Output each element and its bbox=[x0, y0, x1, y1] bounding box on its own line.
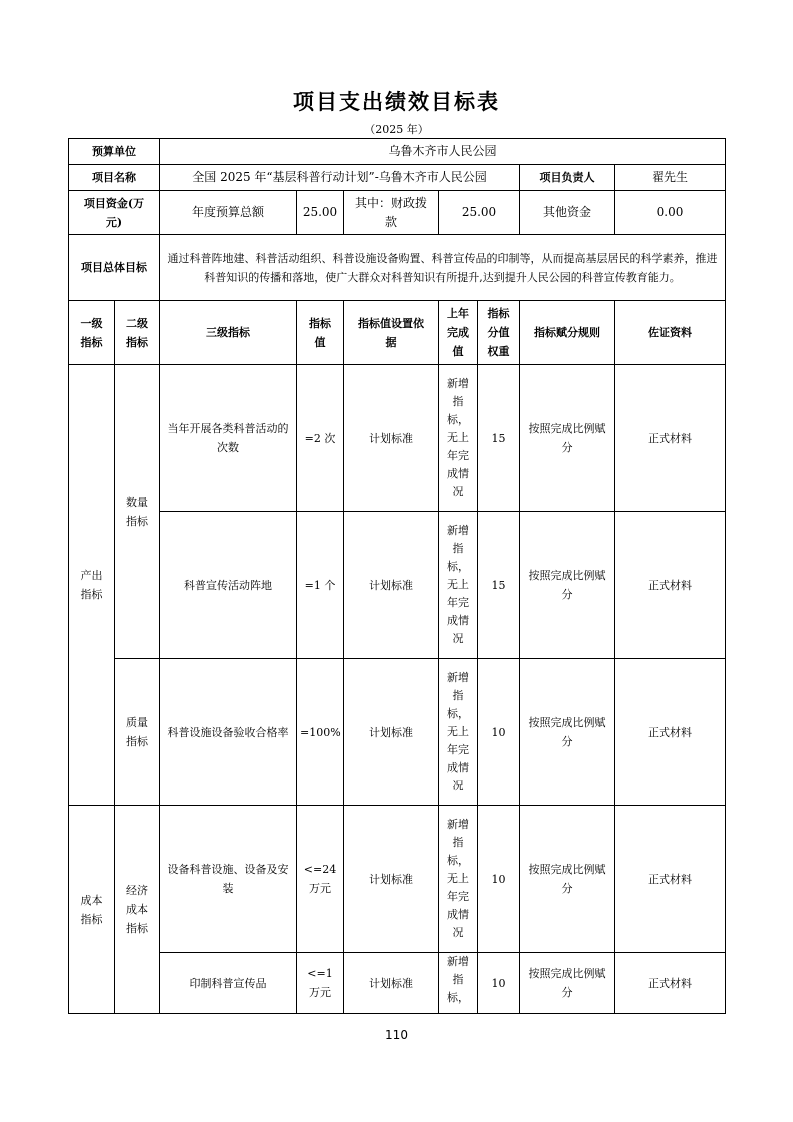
evidence: 正式材料 bbox=[615, 512, 726, 659]
indicator-weight: 10 bbox=[478, 806, 520, 953]
level1-cost-line1: 成本 bbox=[80, 893, 103, 907]
indicator-basis: 计划标准 bbox=[344, 806, 439, 953]
scoring-rule bbox=[520, 953, 615, 1014]
level2-economic-cost bbox=[115, 806, 160, 1014]
fiscal-value: 25.00 bbox=[439, 191, 520, 235]
level3-line2: 次数 bbox=[217, 441, 239, 454]
last-year-line1: 新增 bbox=[447, 377, 469, 390]
level3-indicator bbox=[160, 365, 297, 512]
last-year-line5: 年完 bbox=[447, 596, 469, 609]
project-funds-label-line1: 项目资金(万 bbox=[83, 196, 145, 210]
level2-econ-line2: 成本 bbox=[126, 903, 148, 916]
col-header-value-line2: 值 bbox=[314, 335, 326, 349]
indicator-basis: 计划标准 bbox=[344, 953, 439, 1014]
indicator-value-line2: 万元 bbox=[309, 986, 331, 999]
last-year-line2: 指 bbox=[452, 395, 464, 408]
budget-unit-label: 预算单位 bbox=[69, 139, 160, 165]
last-year-line3: 标， bbox=[447, 991, 469, 1004]
row-project-funds bbox=[69, 191, 726, 235]
project-name-value: 全国 2025 年“基层科普行动计划”-乌鲁木齐市人民公园 bbox=[160, 165, 520, 191]
col-header-basis-line1: 指标值设置依 bbox=[358, 316, 424, 330]
last-year-line6: 成情 bbox=[447, 908, 469, 921]
scoring-rule-line2: 分 bbox=[561, 588, 573, 601]
evidence: 正式材料 bbox=[615, 365, 726, 512]
indicator-basis: 计划标准 bbox=[344, 365, 439, 512]
col-header-level3: 三级指标 bbox=[160, 301, 297, 365]
col-header-level2-line1: 二级 bbox=[126, 316, 148, 330]
last-year-line6: 成情 bbox=[447, 761, 469, 774]
level3-line1: 当年开展各类科普活动的 bbox=[167, 422, 289, 435]
level2-quality-line1: 质量 bbox=[126, 716, 148, 729]
last-year-line1: 新增 bbox=[447, 955, 469, 968]
indicator-basis: 计划标准 bbox=[344, 659, 439, 806]
overall-goal-value: 通过科普阵地建、科普活动组织、科普设施设备购置、科普宣传品的印制等，从而提高基层居民的科学素养，推进科普知识的传播和落地，使广大群众对科普知识有所提升,达到提升人民公园的科普宣传教育能力。 bbox=[160, 235, 726, 301]
scoring-rule-line2: 分 bbox=[561, 986, 573, 999]
col-header-last-year bbox=[439, 301, 478, 365]
last-year-line5: 年完 bbox=[447, 743, 469, 756]
level2-econ-line1: 经济 bbox=[126, 884, 148, 897]
indicator-value: =1 个 bbox=[297, 512, 344, 659]
scoring-rule bbox=[520, 806, 615, 953]
level1-output-line1: 产出 bbox=[80, 569, 103, 582]
row-overall-goal bbox=[69, 235, 726, 301]
level3-indicator bbox=[160, 806, 297, 953]
level3-line1: 设备科普设施、设备及安 bbox=[167, 863, 289, 876]
fiscal-label-line2: 款 bbox=[384, 214, 397, 229]
indicator-weight: 10 bbox=[478, 953, 520, 1014]
level2-quality bbox=[115, 659, 160, 806]
scoring-rule-line1: 按照完成比例赋 bbox=[528, 863, 606, 876]
col-header-weight-line3: 权重 bbox=[487, 345, 510, 358]
col-header-weight bbox=[478, 301, 520, 365]
last-year-line4: 无上 bbox=[447, 578, 469, 591]
performance-target-table bbox=[68, 138, 726, 1014]
project-name-label: 项目名称 bbox=[69, 165, 160, 191]
col-header-level1-line1: 一级 bbox=[80, 316, 103, 330]
col-header-basis bbox=[344, 301, 439, 365]
last-year-line2: 指 bbox=[452, 542, 464, 555]
scoring-rule-line1: 按照完成比例赋 bbox=[528, 569, 606, 582]
annual-budget-value: 25.00 bbox=[297, 191, 344, 235]
indicator-value-line1: <=1 bbox=[307, 967, 333, 980]
level2-quantity bbox=[115, 365, 160, 659]
last-year-line5: 年完 bbox=[447, 890, 469, 903]
col-header-weight-line2: 分值 bbox=[487, 326, 510, 339]
level2-quality-line2: 指标 bbox=[126, 735, 148, 748]
table-row bbox=[69, 365, 726, 512]
last-year-line4: 无上 bbox=[447, 431, 469, 444]
col-header-level2-line2: 指标 bbox=[126, 335, 148, 349]
row-project-name bbox=[69, 165, 726, 191]
last-year-value bbox=[439, 806, 478, 953]
col-header-weight-line1: 指标 bbox=[487, 307, 510, 320]
page-title: 项目支出绩效目标表 bbox=[293, 90, 500, 114]
scoring-rule-line1: 按照完成比例赋 bbox=[528, 967, 606, 980]
last-year-line1: 新增 bbox=[447, 671, 469, 684]
project-funds-label bbox=[69, 191, 160, 235]
last-year-line4: 无上 bbox=[447, 725, 469, 738]
page-number: 110 bbox=[385, 1028, 408, 1042]
level3-indicator: 印制科普宣传品 bbox=[160, 953, 297, 1014]
last-year-line7: 况 bbox=[452, 926, 464, 939]
last-year-line4: 无上 bbox=[447, 872, 469, 885]
fiscal-label-line1: 其中：财政拨 bbox=[354, 195, 427, 210]
indicator-weight: 10 bbox=[478, 659, 520, 806]
col-header-last-year-line3: 值 bbox=[452, 345, 464, 358]
col-header-level1 bbox=[69, 301, 115, 365]
last-year-line3: 标， bbox=[447, 413, 469, 426]
level3-indicator: 科普宣传活动阵地 bbox=[160, 512, 297, 659]
evidence: 正式材料 bbox=[615, 659, 726, 806]
annual-budget-label: 年度预算总额 bbox=[160, 191, 297, 235]
last-year-line6: 成情 bbox=[447, 614, 469, 627]
col-header-level1-line2: 指标 bbox=[80, 335, 103, 349]
last-year-line1: 新增 bbox=[447, 818, 469, 831]
fiscal-label bbox=[344, 191, 439, 235]
level1-cost bbox=[69, 806, 115, 1014]
project-funds-label-line2: 元) bbox=[105, 215, 123, 229]
last-year-line7: 况 bbox=[452, 632, 464, 645]
other-funds-value: 0.00 bbox=[615, 191, 726, 235]
indicator-value-line2: 万元 bbox=[309, 882, 331, 895]
last-year-value bbox=[439, 512, 478, 659]
level2-quantity-line1: 数量 bbox=[126, 495, 148, 509]
scoring-rule-line1: 按照完成比例赋 bbox=[528, 716, 606, 729]
scoring-rule bbox=[520, 512, 615, 659]
indicator-weight: 15 bbox=[478, 512, 520, 659]
last-year-value bbox=[439, 365, 478, 512]
col-header-level2 bbox=[115, 301, 160, 365]
scoring-rule bbox=[520, 659, 615, 806]
indicator-value bbox=[297, 953, 344, 1014]
table-row bbox=[69, 806, 726, 953]
row-budget-unit bbox=[69, 139, 726, 165]
col-header-basis-line2: 据 bbox=[385, 335, 397, 349]
scoring-rule-line2: 分 bbox=[561, 882, 573, 895]
last-year-line5: 年完 bbox=[447, 449, 469, 462]
col-header-rule: 指标赋分规则 bbox=[520, 301, 615, 365]
indicator-value-line1: <=24 bbox=[303, 863, 337, 876]
row-column-headers bbox=[69, 301, 726, 365]
other-funds-label: 其他资金 bbox=[520, 191, 615, 235]
last-year-line2: 指 bbox=[452, 836, 464, 849]
indicator-value: =100% bbox=[297, 659, 344, 806]
page-subtitle: （2025 年） bbox=[364, 123, 429, 136]
table-row bbox=[69, 659, 726, 806]
last-year-line3: 标， bbox=[447, 707, 469, 720]
col-header-last-year-line2: 完成 bbox=[447, 326, 469, 339]
budget-unit-value: 乌鲁木齐市人民公园 bbox=[160, 139, 726, 165]
last-year-line1: 新增 bbox=[447, 524, 469, 537]
last-year-line7: 况 bbox=[452, 485, 464, 498]
last-year-line2: 指 bbox=[452, 973, 464, 986]
indicator-basis: 计划标准 bbox=[344, 512, 439, 659]
col-header-value bbox=[297, 301, 344, 365]
level3-line2: 装 bbox=[222, 882, 234, 895]
col-header-last-year-line1: 上年 bbox=[447, 307, 469, 320]
last-year-line7: 况 bbox=[452, 779, 464, 792]
level3-indicator: 科普设施设备验收合格率 bbox=[160, 659, 297, 806]
evidence: 正式材料 bbox=[615, 953, 726, 1014]
indicator-value: =2 次 bbox=[297, 365, 344, 512]
level1-cost-line2: 指标 bbox=[80, 912, 103, 926]
level1-output-line2: 指标 bbox=[80, 588, 103, 601]
scoring-rule bbox=[520, 365, 615, 512]
last-year-line2: 指 bbox=[452, 689, 464, 702]
last-year-line6: 成情 bbox=[447, 467, 469, 480]
table-row bbox=[69, 512, 726, 659]
last-year-value bbox=[439, 659, 478, 806]
last-year-line3: 标， bbox=[447, 560, 469, 573]
last-year-value bbox=[439, 953, 478, 1014]
col-header-evidence: 佐证资料 bbox=[615, 301, 726, 365]
evidence: 正式材料 bbox=[615, 806, 726, 953]
level2-quantity-line2: 指标 bbox=[126, 514, 148, 528]
project-leader-value: 翟先生 bbox=[615, 165, 726, 191]
level2-econ-line3: 指标 bbox=[126, 922, 148, 935]
level1-output bbox=[69, 365, 115, 806]
project-leader-label: 项目负责人 bbox=[520, 165, 615, 191]
table-row bbox=[69, 953, 726, 1014]
col-header-value-line1: 指标 bbox=[309, 316, 331, 330]
overall-goal-label: 项目总体目标 bbox=[69, 235, 160, 301]
scoring-rule-line2: 分 bbox=[561, 441, 573, 454]
indicator-value bbox=[297, 806, 344, 953]
scoring-rule-line2: 分 bbox=[561, 735, 573, 748]
scoring-rule-line1: 按照完成比例赋 bbox=[528, 422, 606, 435]
last-year-line3: 标， bbox=[447, 854, 469, 867]
indicator-weight: 15 bbox=[478, 365, 520, 512]
